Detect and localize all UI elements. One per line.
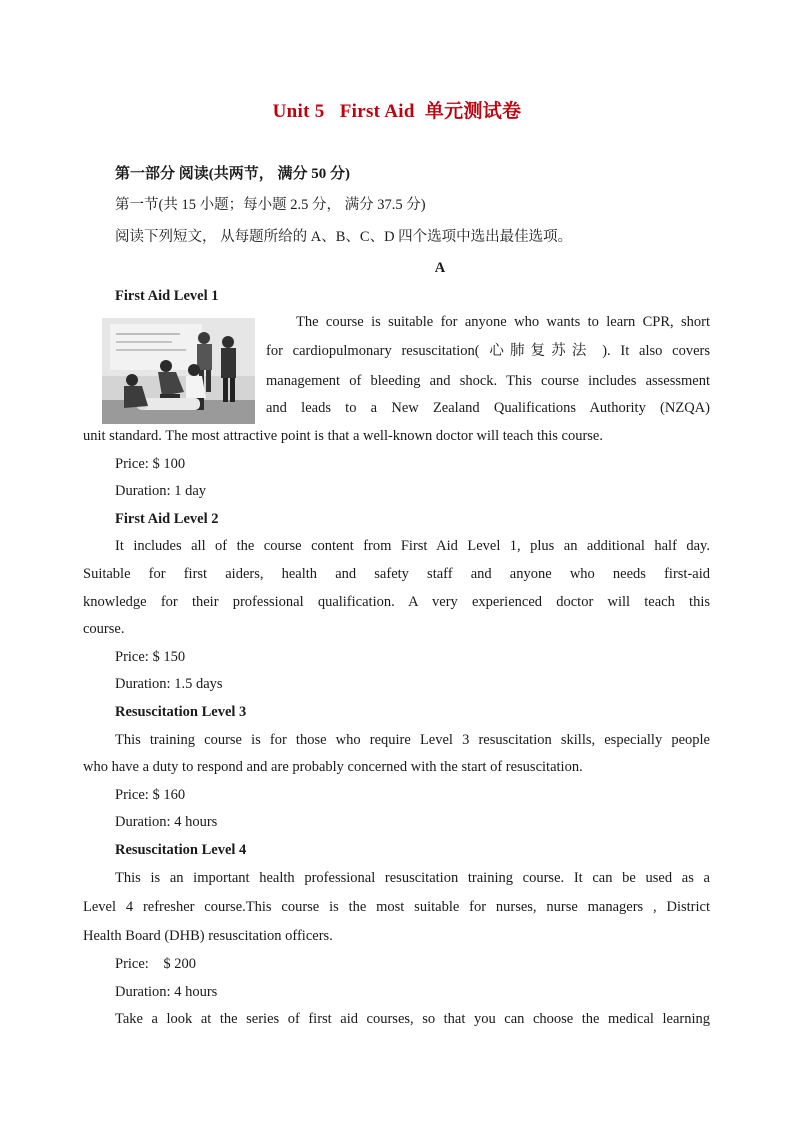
course-description-line: knowledge for their professional qualification. A very experienced doctor will teach this xyxy=(83,594,710,610)
course-description-line: This training course is for those who require Level 3 resuscitation skills, especially people xyxy=(115,732,710,748)
closing-text: Take a look at the series of first aid courses, so that you can choose the medical learning xyxy=(115,1011,710,1027)
page-title: Unit 5 First Aid 单元测试卷 xyxy=(272,101,522,122)
part-heading: 第一部分 阅读(共两节， 满分 50 分) xyxy=(115,166,350,182)
course-description-line: It includes all of the course content from First Aid Level 1, plus an additional half day. xyxy=(115,538,710,554)
course-description-line: Suitable for first aiders, health and safety staff and anyone who needs first-aid xyxy=(83,566,710,582)
course-description-line: and leads to a New Zealand Qualifications Authority (NZQA) xyxy=(266,400,710,416)
course-price: Price: $ 160 xyxy=(115,787,186,803)
course-description-line: unit standard. The most attractive point is that a well-known doctor will teach this course. xyxy=(83,428,603,444)
course-title: Resuscitation Level 4 xyxy=(115,842,247,858)
course-description-line: Level 4 refresher course.This course is the most suitable for nurses, nurse managers , District xyxy=(83,899,710,915)
course-title: First Aid Level 1 xyxy=(115,288,219,304)
course-description-line: for cardiopulmonary resuscitation( 心肺复苏法 ). It also covers xyxy=(266,343,710,359)
cpr-training-illustration xyxy=(102,318,255,424)
course-description-line: This is an important health professional resuscitation training course. It can be used as a xyxy=(115,870,710,886)
course-description-line: The course is suitable for anyone who wants to learn CPR, short xyxy=(296,314,710,330)
instruction-text: 阅读下列短文， 从每题所给的 A、B、C、D 四个选项中选出最佳选项。 xyxy=(115,229,573,245)
course-title: First Aid Level 2 xyxy=(115,511,219,527)
course-description-line: management of bleeding and shock. This course includes assessment xyxy=(266,373,710,389)
course-price: Price: $ 200 xyxy=(115,956,196,972)
course-duration: Duration: 4 hours xyxy=(115,984,218,1000)
course-duration: Duration: 1.5 days xyxy=(115,676,223,692)
course-duration: Duration: 1 day xyxy=(115,483,207,499)
section-heading: 第一节(共 15 小题；每小题 2.5 分， 满分 37.5 分) xyxy=(115,197,426,213)
course-description-line: course. xyxy=(83,621,125,637)
passage-label: A xyxy=(434,260,446,276)
course-description-line: Health Board (DHB) resuscitation officers. xyxy=(83,928,333,944)
course-duration: Duration: 4 hours xyxy=(115,814,218,830)
course-title: Resuscitation Level 3 xyxy=(115,704,247,720)
course-price: Price: $ 100 xyxy=(115,456,186,472)
cpr-training-photo xyxy=(102,318,255,424)
course-description-line: who have a duty to respond and are probably concerned with the start of resuscitation. xyxy=(83,759,583,775)
course-price: Price: $ 150 xyxy=(115,649,186,665)
